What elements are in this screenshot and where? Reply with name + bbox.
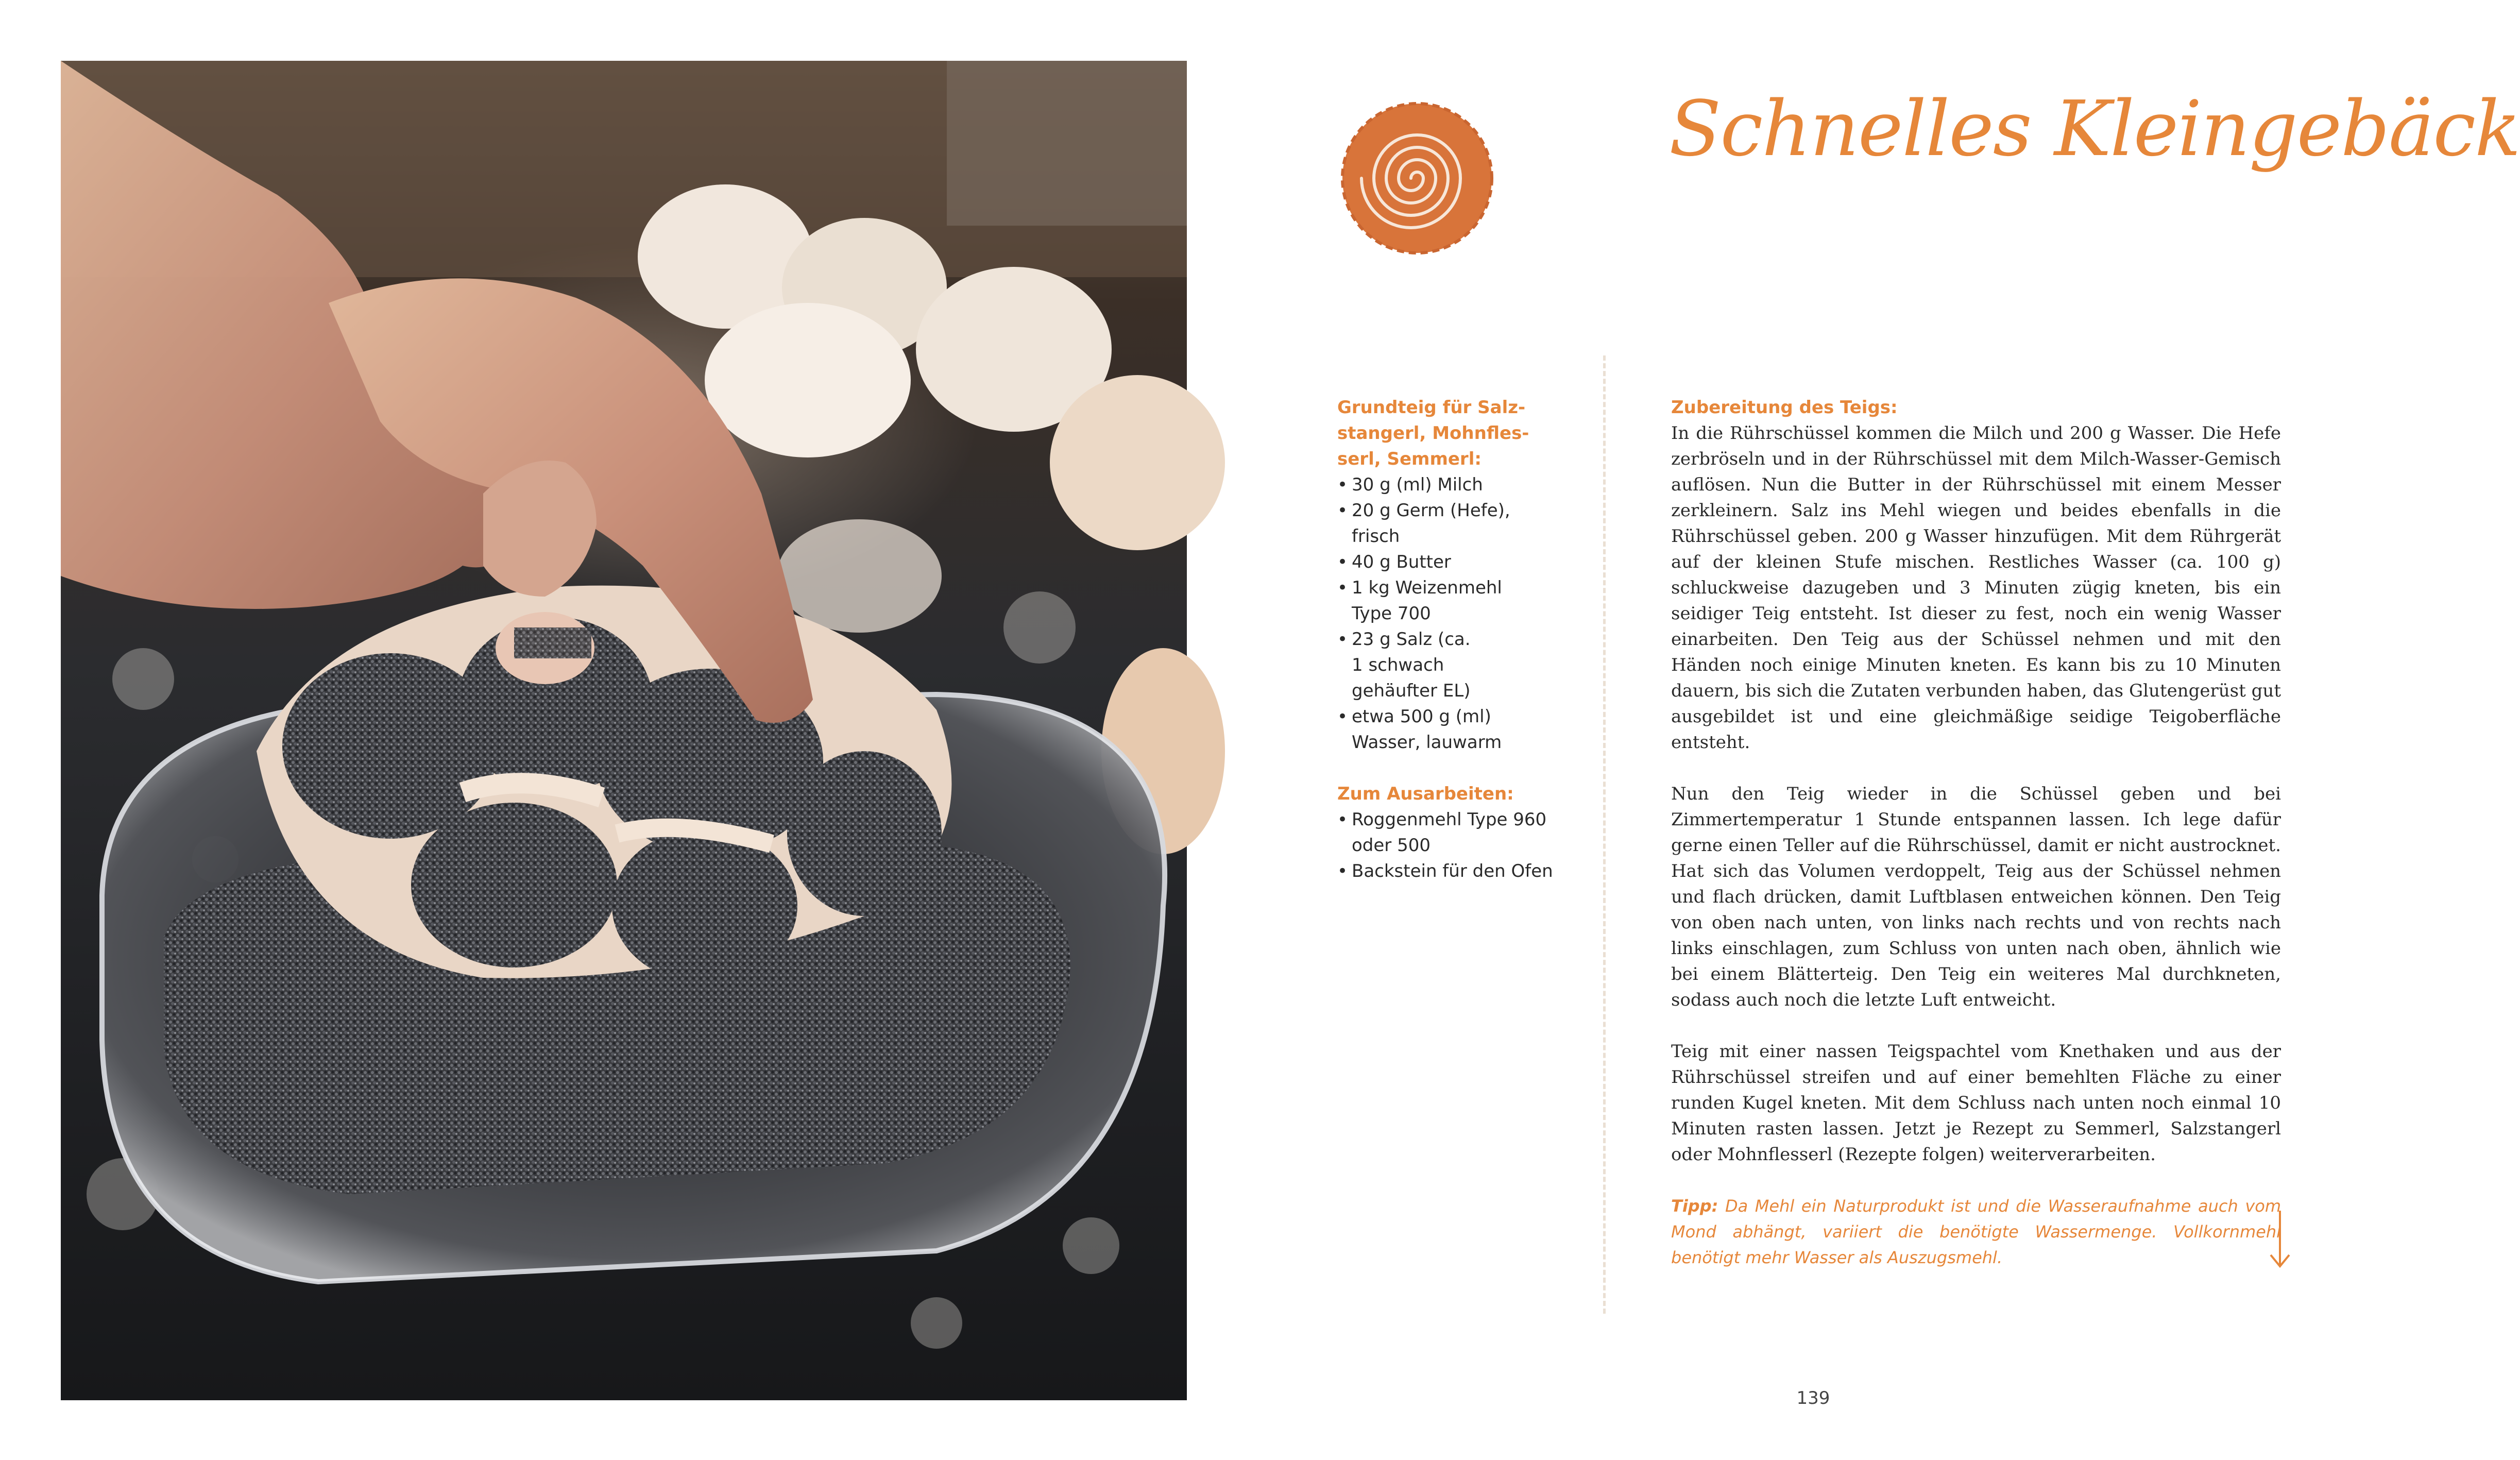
ingredients-list — [1337, 472, 1554, 755]
preparation-heading: Zubereitung des Teigs: — [1671, 397, 1898, 418]
ingredient-item: • 30 g (ml) Milch — [1337, 472, 1554, 498]
ingredient-item: • Roggenmehl Type 960 oder 500 — [1337, 807, 1554, 858]
photo-poppy-seed-braid — [61, 61, 1187, 1400]
arrow-down-icon — [2269, 1211, 2291, 1268]
extra-ingredients-list — [1337, 807, 1554, 884]
page-number: 139 — [1796, 1388, 1830, 1408]
ingredient-item: • 20 g Germ (Hefe), frisch — [1337, 498, 1554, 549]
ingredient-item: • etwa 500 g (ml) Wasser, lauwarm — [1337, 704, 1554, 755]
tip-text: Da Mehl ein Naturprodukt ist und die Wasseraufnahme auch vom Mond abhängt, variiert die benötigte Wassermenge. Vollkornmehl benötigt mehr Wasser als Auszugsmehl. — [1671, 1196, 2281, 1267]
spacer — [1337, 755, 1554, 781]
spiral-bread-slice-icon — [1337, 101, 1497, 256]
page-title: Schnelles Kleingebäck — [1669, 84, 2520, 173]
tip-note — [1671, 1193, 2281, 1270]
ingredients-column — [1337, 395, 1554, 884]
ingredients-heading: Grundteig für Salz- stangerl, Mohnfles- serl, Semmerl: — [1337, 397, 1529, 469]
preparation-paragraph: In die Rührschüssel kommen die Milch und 200 g Wasser. Die Hefe zerbröseln und in der Rührschüssel mit dem Milch-Wasser-Gemisch auflösen. Nun die Butter in der Rührschüssel mit einem Messer zerkleinern. Salz ins Mehl wiegen und beides ebenfalls in die Rührschüssel geben. 200 g Wasser hinzufügen. Mit dem Rührgerät auf der kleinen Stufe mischen. Restliches Wasser (ca. 100 g) schluckweise dazugeben und 3 Minuten zügig kneten, bis ein seidiger Teig entsteht. Ist dieser zu fest, noch ein wenig Wasser einarbeiten. Den Teig aus der Schüssel nehmen und mit den Händen noch einige Minuten kneten. Es kann bis zu 10 Minuten dauern, bis sich die Zutaten verbunden haben, das Glutengerüst gut ausgebildet ist und eine gleichmäßige seidige Teigoberfläche entsteht. — [1671, 423, 2281, 753]
ingredient-item: • Backstein für den Ofen — [1337, 858, 1554, 884]
preparation-paragraph: Nun den Teig wieder in die Schüssel geben und bei Zimmertemperatur 1 Stunde entspannen lassen. Ich lege dafür gerne einen Teller auf die Rührschüssel, damit er nicht austrocknet. Hat sich das Volumen verdoppelt, Teig aus der Schüssel nehmen und flach drücken, damit Luftblasen entweichen können. Den Teig von oben nach unten, von links nach rechts und von rechts nach links einschlagen, zum Schluss von unten nach oben, ähnlich wie bei einem Blätterteig. Den Teig ein weiteres Mal durchkneten, sodass auch noch die letzte Luft entweicht. — [1671, 784, 2281, 1010]
ingredient-item: • 23 g Salz (ca. 1 schwach gehäufter EL) — [1337, 626, 1554, 704]
preparation-paragraph: Teig mit einer nassen Teigspachtel vom Knethaken und aus der Rührschüssel streifen und auf einer bemehlten Fläche zu einer runden Kugel kneten. Mit dem Schluss nach unten noch einmal 10 Minuten rasten lassen. Jetzt je Rezept zu Semmerl, Salzstangerl oder Mohnflesserl (Rezepte folgen) weiterverarbeiten. — [1671, 1041, 2281, 1165]
tip-label: Tipp: — [1671, 1196, 1718, 1216]
ingredient-item: • 1 kg Weizenmehl Type 700 — [1337, 575, 1554, 626]
extra-ingredients-heading: Zum Ausarbeiten: — [1337, 784, 1514, 804]
ingredient-item: • 40 g Butter — [1337, 549, 1554, 575]
preparation-column — [1671, 395, 2281, 1270]
column-divider — [1603, 355, 1608, 1314]
